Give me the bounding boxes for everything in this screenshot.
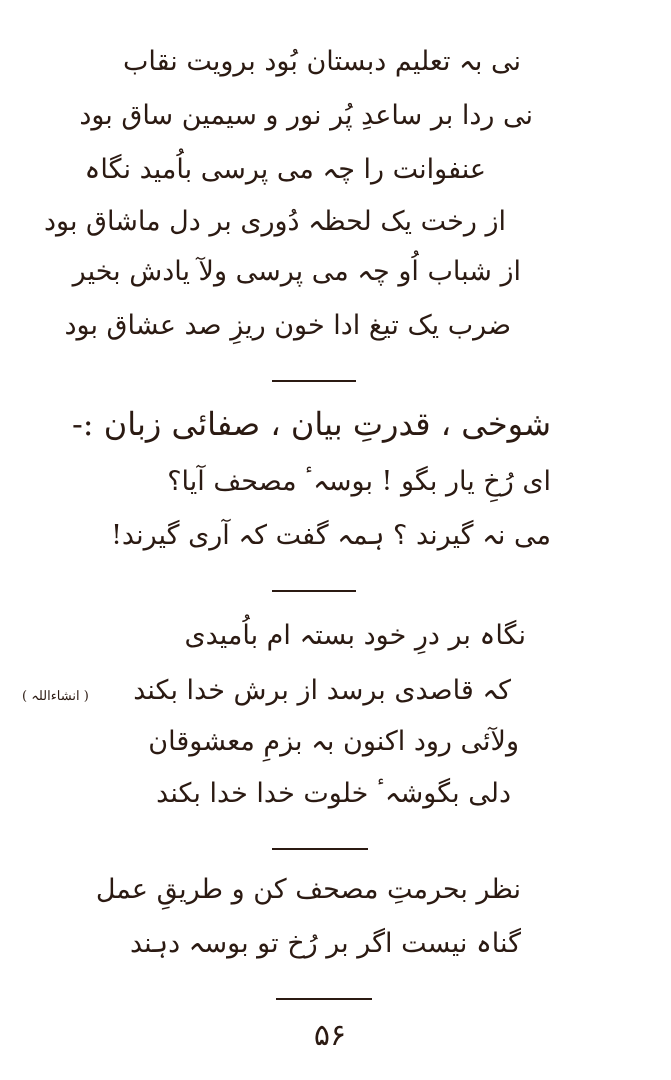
section-heading: شوخی ، قدرتِ بیان ، صفائی زبان :- bbox=[71, 405, 551, 443]
section-divider bbox=[272, 380, 356, 382]
verse-line: عنفوانت را چہ می پرسی باُمید نگاہ bbox=[84, 154, 486, 185]
verse-line: ضرب یک تیغ ادا خون ریزِ صد عشاق بود bbox=[64, 310, 511, 341]
page-number: ۵۶ bbox=[313, 1018, 347, 1053]
verse-line: می نہ گیرند ؟ ہمہ گفت کہ آری گیرند! bbox=[111, 520, 551, 551]
verse-line: کہ قاصدی برسد از برش خدا بکند bbox=[133, 675, 511, 706]
section-divider bbox=[276, 998, 372, 1000]
verse-line: دلی بگوشہٴ خلوت خدا خدا بکند bbox=[156, 778, 511, 809]
verse-line: نی بہ تعلیم دبستان بُود برویت نقاب bbox=[122, 46, 521, 77]
verse-line: ای رُخِ یار بگو ! بوسہٴ مصحف آیا؟ bbox=[167, 466, 551, 497]
section-divider bbox=[272, 848, 368, 850]
verse-line: از شباب اُو چہ می پرسی ولآ یادش بخیر bbox=[72, 256, 521, 287]
section-divider bbox=[272, 590, 356, 592]
verse-line: از رخت یک لحظہ دُوری بر دل ماشاق بود bbox=[43, 206, 506, 237]
verse-line: نی ردا بر ساعدِ پُر نور و سیمین ساق بود bbox=[79, 100, 533, 131]
verse-line: نگاہ بر درِ خود بستہ ام باُمیدی bbox=[184, 620, 526, 651]
verse-line: گناہ نیست اگر بر رُخ تو بوسہ دہند bbox=[129, 928, 521, 959]
margin-note: ( انشاءاللہ ) bbox=[22, 689, 89, 704]
verse-line: نظر بحرمتِ مصحف کن و طریقِ عمل bbox=[95, 874, 521, 905]
verse-line: ولآئی رود اکنون بہ بزمِ معشوقان bbox=[148, 726, 519, 757]
